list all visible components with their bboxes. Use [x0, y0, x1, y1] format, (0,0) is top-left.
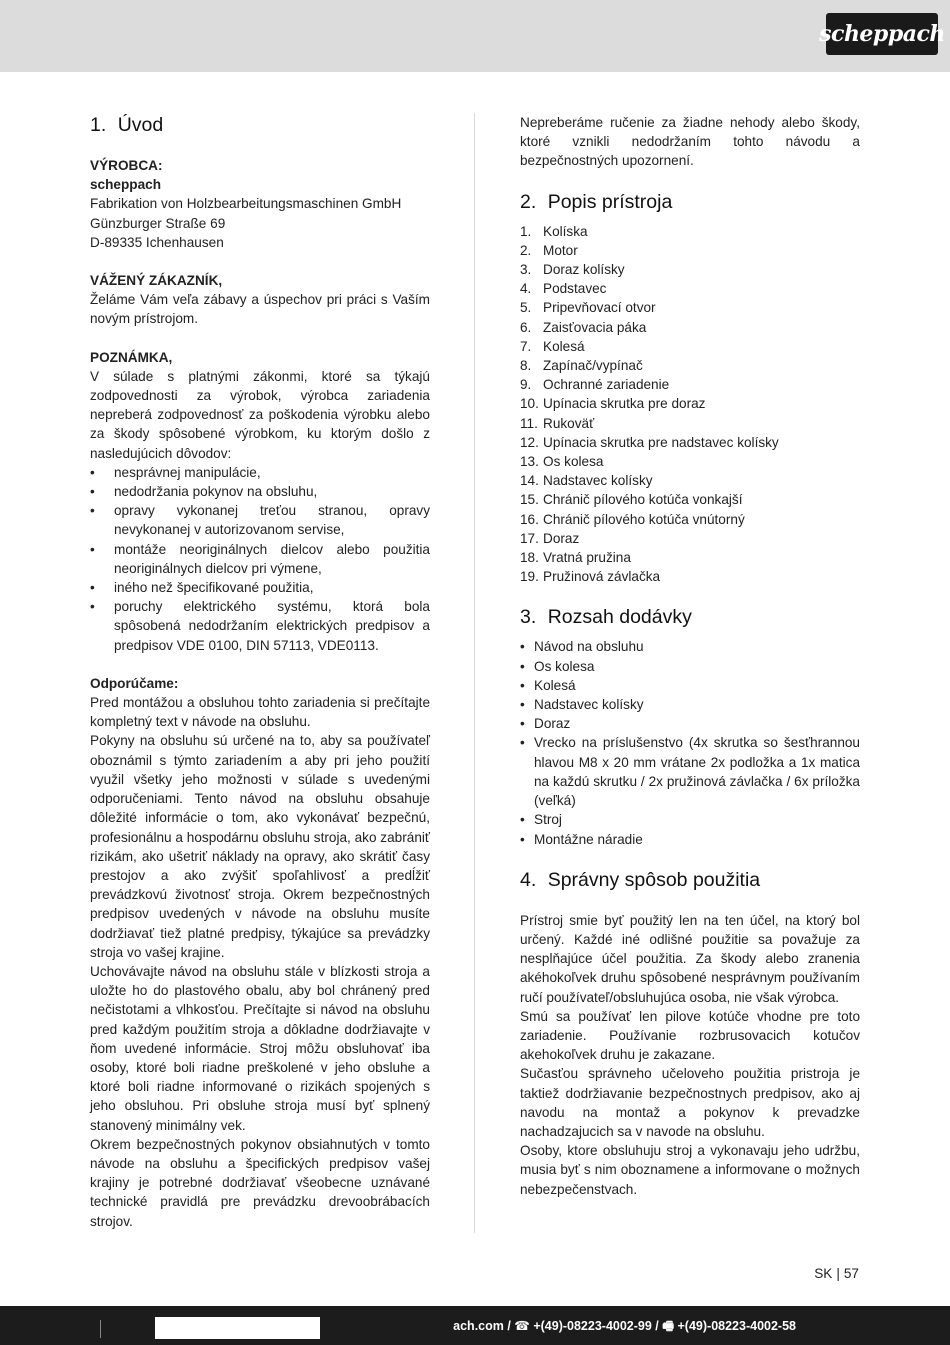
list-item: 1. Kolíska [520, 223, 588, 239]
recommend-label: Odporúčame: [90, 675, 179, 691]
list-item: • Os kolesa [520, 657, 860, 676]
parts-list [520, 222, 860, 587]
list-item: 9. Ochranné zariadenie [520, 377, 670, 393]
address-line-2: Günzburger Straße 69 [90, 215, 226, 231]
list-item: 16. Chránič pílového kotúča vnútorný [520, 511, 745, 527]
scheppach-logo [819, 13, 945, 55]
section-3-heading: 3. Rozsah dodávky [520, 606, 692, 629]
list-item: • nedodržania pokynov na obsluhu, [90, 482, 430, 501]
manufacturer-label: VÝROBCA: [90, 158, 163, 173]
customer-label: VÁŽENÝ ZÁKAZNÍK, [90, 273, 223, 289]
section-2-heading: 2. Popis prístroja [520, 190, 673, 213]
list-item: 5. Pripevňovací otvor [520, 300, 656, 316]
liability-intro: Nepreberáme ručenie za žiadne nehody alebo škody, ktoré vznikli nedodržaním tohto návodu a bezpečnostných upozornení. [520, 115, 860, 169]
use-paragraph-4: Osoby, ktore obsluhuju stroj a vykonavaju jeho udržbu, musia byť s nim oboznamene a informovane o možnych nebezpečenstvach. [520, 1143, 860, 1197]
logo-text: scheppach [819, 21, 945, 47]
list-item: 13. Os kolesa [520, 454, 604, 470]
reasons-list [90, 463, 430, 655]
section-4-heading: 4. Správny spôsob použitia [520, 868, 761, 891]
list-item: 14. Nadstavec kolísky [520, 473, 653, 489]
footer-redaction-block [155, 1317, 320, 1339]
column-divider [474, 113, 475, 1233]
right-column [520, 113, 860, 1199]
recommend-paragraph-3: Uchovávajte návod na obsluhu stále v blízkosti stroja a uložte ho do plastového obalu, aby bol chránený pred nečistotami a vlhkosťou. Prečítajte si návod na obsluhu pred každým použitím stroja a dôkladne dodržiavajte v ňom uvedené informácie. Stroj môžu obsluhovať iba osoby, ktoré boli riadne preškolené v jeho obsluhe a ktoré boli riadne informované o rizikách spojených s jeho obsluhou. Pri obsluhe stroja musí byť splnený stanovený minimálny vek. [90, 963, 430, 1133]
list-item: • montáže neoriginálnych dielcov alebo použitia neoriginálnych dielcov pri výmene, [90, 540, 430, 578]
list-item: • Doraz [520, 714, 860, 733]
list-item: 7. Kolesá [520, 338, 585, 354]
list-item: • iného než špecifikované použitia, [90, 578, 430, 597]
list-item: 18. Vratná pružina [520, 550, 631, 566]
list-item: 2. Motor [520, 242, 578, 258]
recommend-paragraph-4: Okrem bezpečnostných pokynov obsiahnutých v tomto návode na obsluhu a špecifických predpisov vašej krajiny je potrebné dodržiavať všeobecne uznávané technické pravidlá pre prevádzku drevoobrábacích strojov. [90, 1136, 430, 1229]
note-text: V súlade s platnými zákonmi, ktoré sa týkajú zodpovednosti za výrobok, výrobca zariadenia nepreberá zodpovednosť za poškodenia výrobku alebo za škody spôsobené výrobkom, ku ktorým došlo z nasledujúcich dôvodov: [90, 368, 430, 461]
list-item: 17. Doraz [520, 530, 580, 546]
list-item: • Montážne náradie [520, 830, 860, 849]
list-item: • Stroj [520, 810, 860, 829]
note-label: POZNÁMKA, [90, 349, 173, 365]
page-number: SK | 57 [814, 1266, 859, 1281]
use-paragraph-1: Prístroj smie byť použitý len na ten účel, na ktorý bol určený. Každé iné odlišné použitie sa považuje za nesplňajúce účel použitia. Za škody alebo zranenia akéhokoľvek druhu spôsobené nesprávnym používaním ručí používateľ/obsluhujúca osoba, nie však výrobca. [520, 912, 860, 1005]
page-number-value: 57 [843, 1266, 859, 1281]
list-item: 6. Zaisťovacia páka [520, 319, 647, 335]
list-item: • opravy vykonanej treťou stranou, opravy nevykonanej v autorizovanom servise, [90, 501, 430, 539]
list-item: • Návod na obsluhu [520, 637, 860, 656]
footer-contact: ach.com / ☎ +(49)-08223-4002-99 / 🖷 +(49)-08223-4002-58 [453, 1319, 796, 1333]
footer-divider [100, 1320, 101, 1338]
list-item: • poruchy elektrického systému, ktorá bola spôsobená nedodržaním elektrických predpisov a predpisov VDE 0100, DIN 57113, VDE0113. [90, 597, 430, 655]
list-item: 8. Zapínač/vypínač [520, 358, 643, 374]
customer-text: Želáme Vám veľa zábavy a úspechov pri práci s Vaším novým prístrojom. [90, 292, 430, 327]
list-item: 12. Upínacia skrutka pre nadstavec kolísky [520, 434, 779, 450]
list-item: 11. Rukoväť [520, 415, 595, 431]
list-item: 3. Doraz kolísky [520, 262, 625, 278]
language-code: SK [814, 1266, 833, 1281]
manufacturer-name: scheppach [90, 177, 162, 193]
header-band [0, 0, 950, 72]
list-item: 4. Podstavec [520, 281, 607, 297]
list-item: 19. Pružinová závlačka [520, 569, 661, 585]
footer-bar [0, 1306, 950, 1345]
list-item: 15. Chránič pílového kotúča vonkajší [520, 492, 743, 508]
address-line-3: D-89335 Ichenhausen [90, 234, 224, 250]
use-paragraph-3: Sučasťou správneho učeloveho použitia pristroja je taktiež dodržiavanie bezpečnostnych predpisov, ako aj navodu na montaž a pokynov k prevadzke nachadzajucich sa v navode na obsluhu. [520, 1066, 860, 1139]
list-item: 10. Upínacia skrutka pre doraz [520, 396, 706, 412]
list-item: • Nadstavec kolísky [520, 695, 860, 714]
use-paragraph-2: Smú sa používať len pilove kotúče vhodne pre toto zariadenie. Používanie rozbrusovacich kotučov akehokoľvek druhu je zakazane. [520, 1008, 860, 1063]
left-column [90, 113, 430, 1231]
address-line-1: Fabrikation von Holzbearbeitungsmaschinen GmbH [90, 196, 402, 212]
section-1-heading: 1. Úvod [90, 114, 164, 136]
recommend-paragraph-1: Pred montážou a obsluhou tohto zariadenia si prečítajte kompletný text v návode na obsluhu. [90, 695, 430, 730]
delivery-list [520, 637, 860, 848]
recommend-paragraph-2: Pokyny na obsluhu sú určené na to, aby sa používateľ oboznámil s týmto zariadením a aby pri jeho použití využil všetky jeho možnosti v súlade s uvedenými odporučeniami. Tento návod na obsluhu obsahuje dôležité informácie o tom, ako vykonávať bezpečnú, profesionálnu a hospodárnu obsluhu stroja, ako zabrániť rizikám, ako ušetriť náklady na opravy, ako skrátiť časy prestojov a ako zvýšiť spoľahlivosť a predĺžiť prevádzkovú životnosť stroja. Okrem bezpečnostných predpisov uvedených v návode na obsluhu musíte dodržiavať tiež platné predpisy, týkajúce sa prevádzky stroja vo vašej krajine. [90, 733, 430, 960]
list-item: • Kolesá [520, 676, 860, 695]
list-item: • Vrecko na príslušenstvo (4x skrutka so šesťhrannou hlavou M8 x 20 mm vrátane 2x podložka a 1x matica na každú skrutku / 2x pružinová závlačka / 6x príložka (veľká) [520, 733, 860, 810]
list-item: • nesprávnej manipulácie, [90, 463, 430, 482]
